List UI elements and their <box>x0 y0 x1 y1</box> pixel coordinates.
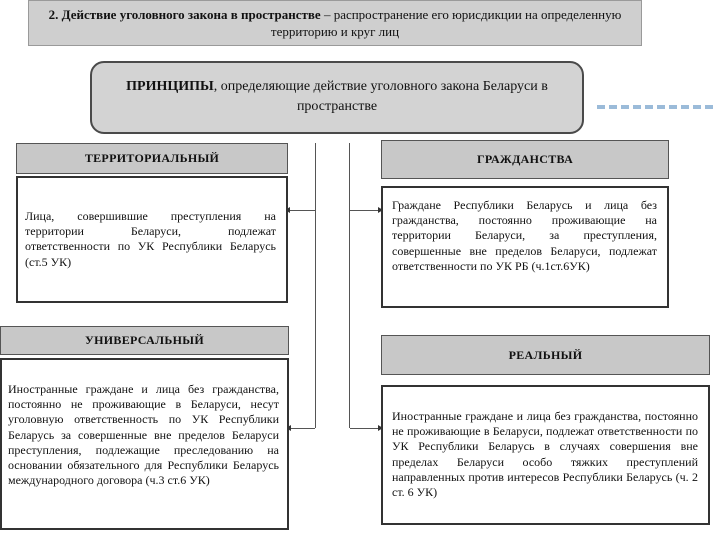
principles-bold: ПРИНЦИПЫ <box>126 79 214 94</box>
accent-mark <box>693 105 701 109</box>
accent-mark <box>657 105 665 109</box>
real-text: Иностранные граждане и лица без гражданства, постоянно не проживающие в Беларуси, подлежат ответственности по УК Республики Беларусь в случаях совершения вне пределах Беларуси особо тяжких преступлений направленных против интересов Республики Беларусь (ч. 2 ст. 6 УК) <box>381 385 710 525</box>
connector-to-real <box>350 428 379 429</box>
accent-mark <box>645 105 653 109</box>
accent-mark <box>705 105 713 109</box>
universal-text: Иностранные граждане и лица без гражданства, постоянно не проживающие в Беларуси, несут уголовную ответственность по УК Республики Беларусь за совершенные вне пределов Беларуси преступления, подлежащие преследованию на основании обязательного для Республики Беларусь международного договора (ч.3 ст.6 УК) <box>0 358 289 530</box>
connector-line-right <box>349 143 350 428</box>
accent-mark <box>621 105 629 109</box>
principles-box <box>90 61 584 134</box>
accent-mark <box>609 105 617 109</box>
slide-title-bold: 2. Действие уголовного закона в пространстве <box>48 7 321 22</box>
connector-to-territorial <box>288 210 315 211</box>
slide-title-rest: – распространение его юрисдикции на определенную территорию и круг лиц <box>270 7 622 39</box>
accent-mark <box>633 105 641 109</box>
slide-title <box>28 0 642 46</box>
connector-to-citizenship <box>350 210 379 211</box>
accent-mark <box>669 105 677 109</box>
connector-line-left <box>315 143 316 428</box>
accent-mark <box>681 105 689 109</box>
territorial-heading: ТЕРРИТОРИАЛЬНЫЙ <box>16 143 288 174</box>
citizenship-heading: ГРАЖДАНСТВА <box>381 140 669 179</box>
real-heading: РЕАЛЬНЫЙ <box>381 335 710 375</box>
citizenship-text: Граждане Республики Беларусь и лица без гражданства, постоянно проживающие на территории Беларуси, за преступления, совершенные вне пределов Беларуси, подлежат ответственности по УК РБ (ч.1ст.6УК) <box>381 186 669 308</box>
connector-to-universal <box>289 428 315 429</box>
principles-rest: , определяющие действие уголовного закона Беларуси в пространстве <box>213 79 548 114</box>
accent-mark <box>597 105 605 109</box>
territorial-text: Лица, совершившие преступления на территории Беларуси, подлежат ответственности по УК Республики Беларусь (ст.5 УК) <box>16 176 288 303</box>
universal-heading: УНИВЕРСАЛЬНЫЙ <box>0 326 289 355</box>
